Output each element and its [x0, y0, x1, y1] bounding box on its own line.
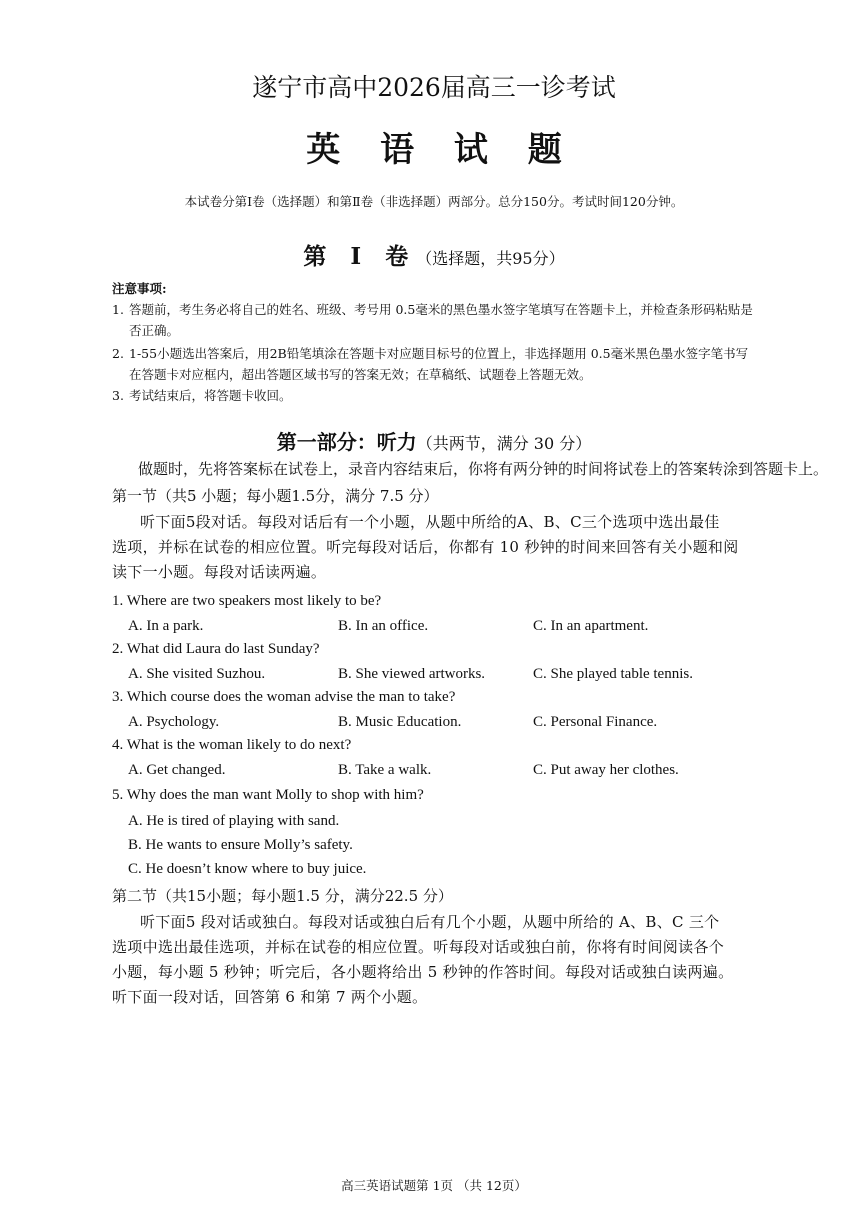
option-c: C. He doesn’t know where to buy juice.: [128, 861, 367, 877]
notice-number: 3.: [112, 388, 124, 403]
notice-text-cont: 在答题卡对应框内，超出答题区域书写的答案无效；在草稿纸、试题卷上答题无效。: [129, 367, 592, 382]
instruction-line: 选项中选出最佳选项，并标在试卷的相应位置。听每段对话或独白前，你将有时间阅读各个: [112, 938, 725, 956]
question-text: 2. What did Laura do last Sunday?: [112, 641, 320, 657]
option-c: C. In an apartment.: [533, 618, 649, 634]
part-subtitle: （共两节，满分 30 分）: [416, 434, 592, 453]
option-a: A. Get changed.: [128, 762, 226, 778]
option-a: A. She visited Suzhou.: [128, 666, 266, 682]
instruction-line: 听下面5 段对话或独白。每段对话或独白后有几个小题，从题中所给的 A、B、C 三个: [140, 913, 720, 931]
option-c: C. Personal Finance.: [533, 714, 658, 730]
volume-subtitle: （选择题，共95分）: [416, 249, 565, 268]
option-b: B. Music Education.: [338, 714, 462, 730]
question-text: 3. Which course does the woman advise the man to take?: [112, 689, 456, 705]
notice-item: [112, 343, 748, 385]
part-lead: 做题时，先将答案标在试卷上，录音内容结束后，你将有两分钟的时间将试卷上的答案转涂到答题卡上。: [138, 460, 829, 478]
notice-text: 考试结束后，将答题卡收回。: [129, 388, 292, 403]
option-c: C. Put away her clothes.: [533, 762, 679, 778]
option-c: C. She played table tennis.: [533, 666, 693, 682]
subject-title: 英 语 试 题: [306, 130, 576, 170]
part-title: 第一部分：听力: [276, 430, 417, 454]
option-a: A. Psychology.: [128, 714, 220, 730]
instruction-line: 听下面一段对话，回答第 6 和第 7 两个小题。: [112, 988, 428, 1006]
instruction-line: 听下面5段对话。每段对话后有一个小题，从题中所给的A、B、C三个选项中选出最佳: [140, 513, 720, 531]
option-b: B. In an office.: [338, 618, 429, 634]
volume-heading: [0, 238, 868, 271]
question-text: 4. What is the woman likely to do next?: [112, 737, 352, 753]
notice-text-cont: 否正确。: [129, 323, 180, 338]
question-text: 1. Where are two speakers most likely to be?: [112, 593, 382, 609]
section-instructions: [112, 510, 757, 585]
section-heading: 第二节（共15小题；每小题1.5 分，满分22.5 分）: [112, 887, 453, 905]
option-b: B. She viewed artworks.: [338, 666, 486, 682]
notice-item: [112, 385, 292, 406]
part-heading: [0, 426, 868, 455]
instruction-line: 小题，每小题 5 秒钟；听完后，各小题将给出 5 秒钟的作答时间。每段对话或独白读两遍。: [112, 963, 734, 981]
option-a: A. In a park.: [128, 618, 204, 634]
section-heading: 第一节（共5 小题；每小题1.5分，满分 7.5 分）: [112, 487, 439, 505]
page-footer: 高三英语试题第 1页 （共 12页）: [341, 1178, 527, 1193]
option-a: A. He is tired of playing with sand.: [128, 813, 340, 829]
section-instructions: [112, 910, 757, 1010]
instruction-line: 选项，并标在试卷的相应位置。听完每段对话后，你都有 10 秒钟的时间来回答有关小题和阅: [112, 538, 739, 556]
exam-intro: 本试卷分第Ⅰ卷（选择题）和第Ⅱ卷（非选择题）两部分。总分150分。考试时间120分钟。: [184, 194, 684, 209]
notice-text: 答题前，考生务必将自己的姓名、班级、考号用 0.5毫米的黑色墨水签字笔填写在答题卡上，并检查条形码粘贴是: [129, 302, 753, 317]
notice-number: 1.: [112, 302, 124, 317]
notice-number: 2.: [112, 346, 124, 361]
notice-item: [112, 299, 753, 341]
instruction-line: 读下一小题。每段对话读两遍。: [112, 563, 327, 581]
option-b: B. Take a walk.: [338, 762, 432, 778]
notice-text: 1-55小题选出答案后，用2B铅笔填涂在答题卡对应题目标号的位置上，非选择题用 0.5毫米黑色墨水签字笔书写: [129, 346, 749, 361]
volume-title: 第 Ⅰ 卷: [303, 243, 417, 270]
exam-title: 遂宁市高中2026届高三一诊考试: [252, 73, 616, 102]
question-text: 5. Why does the man want Molly to shop with him?: [112, 787, 424, 803]
notice-heading: 注意事项:: [112, 281, 167, 296]
option-b: B. He wants to ensure Molly’s safety.: [128, 837, 353, 853]
